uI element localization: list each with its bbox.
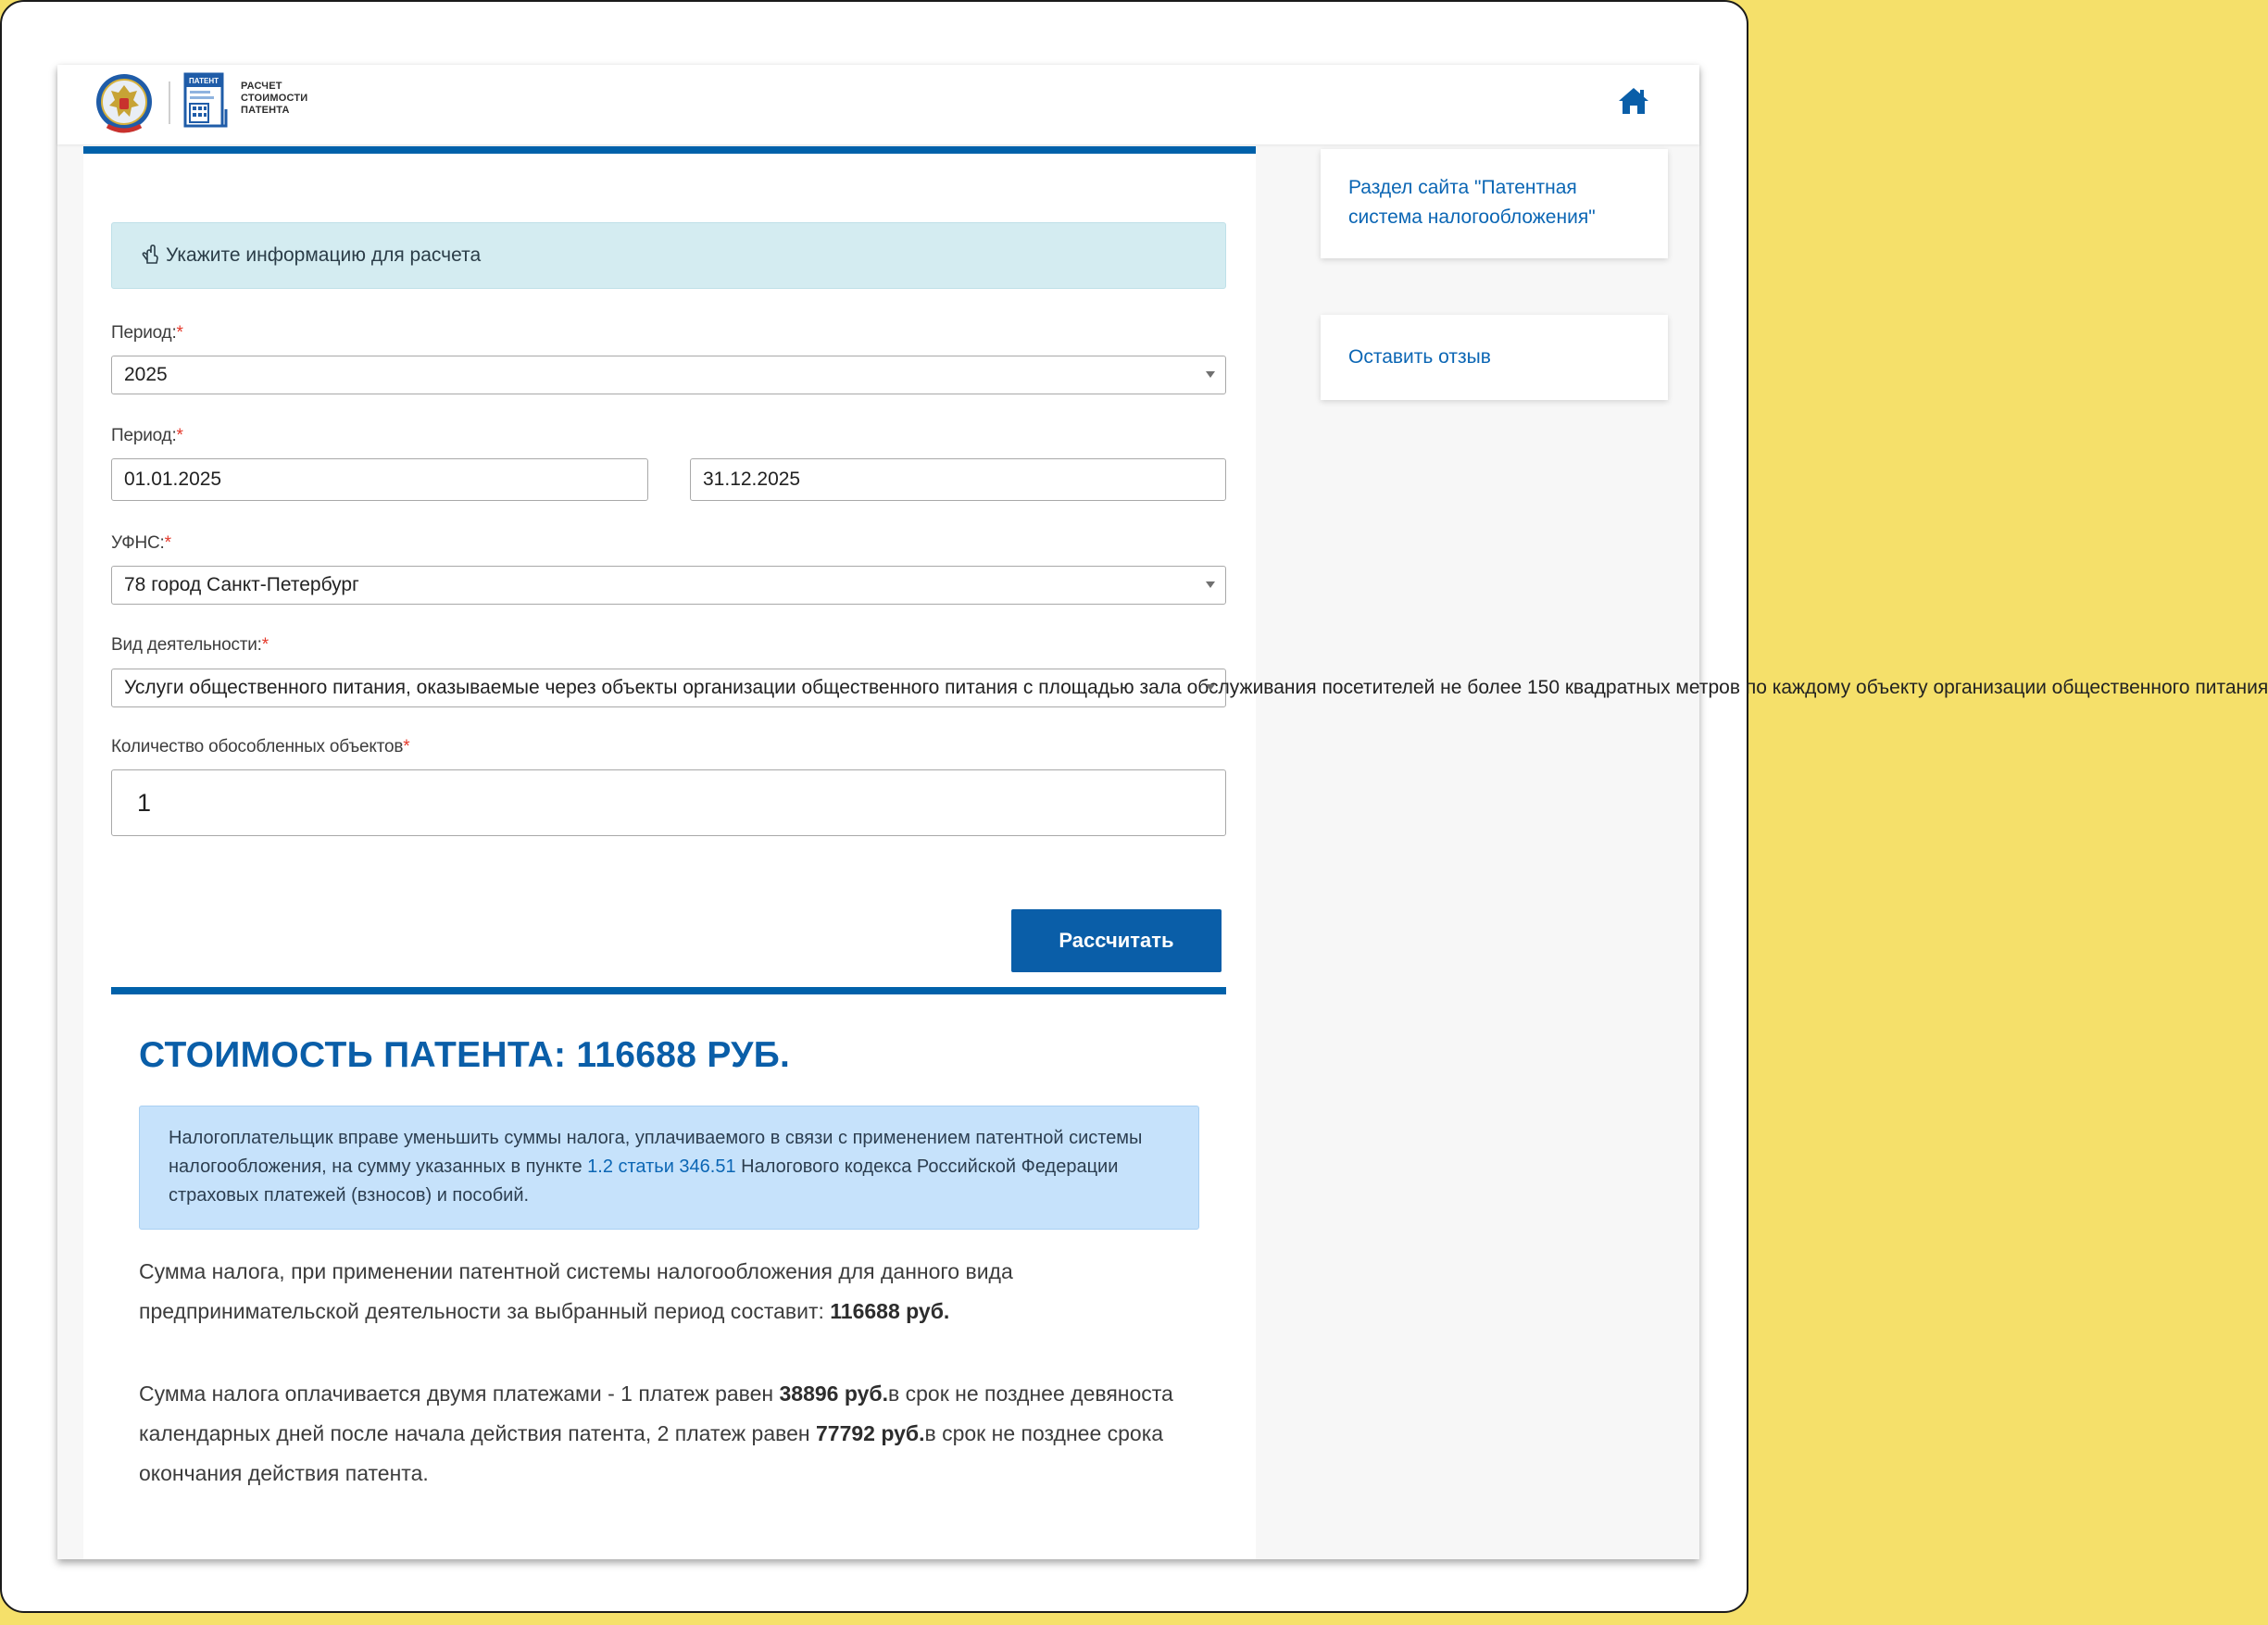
chevron-down-icon (1206, 684, 1215, 691)
notice-text-before: Налогоплательщик вправе уменьшить суммы налога, уплачиваемого в связи с применением патентной системы налогообложения, на сумму указанных в пункте (169, 1128, 1143, 1177)
period-year-label: Период:* (111, 323, 183, 343)
fns-emblem-icon (94, 70, 154, 137)
notice-text-after: Налогового кодекса Российской Федерации страховых платежей (взносов) и пособий. (169, 1156, 1119, 1206)
tax-summary-amount: 116688 руб. (830, 1299, 950, 1323)
required-mark: * (403, 737, 410, 756)
objects-count-input[interactable]: 1 (111, 769, 1226, 836)
payment-1-amount: 38896 руб. (779, 1381, 888, 1406)
required-mark: * (176, 426, 183, 445)
result-title: СТОИМОСТЬ ПАТЕНТА: 116688 РУБ. (139, 1035, 791, 1075)
period-end-input[interactable]: 31.12.2025 (690, 458, 1226, 501)
objects-count-label: Количество обособленных объектов* (111, 737, 410, 756)
app-window (57, 65, 2268, 1559)
info-banner-text: Укажите информацию для расчета (166, 244, 482, 266)
article-link[interactable]: 1.2 статьи 346.51 (587, 1156, 736, 1177)
required-mark: * (176, 323, 183, 343)
period-start-input[interactable]: 01.01.2025 (111, 458, 648, 501)
ufns-value: 78 город Санкт-Петербург (124, 574, 359, 595)
logo-divider (169, 81, 170, 124)
home-icon[interactable] (1617, 85, 1650, 117)
hand-pointer-icon (142, 244, 158, 265)
sidebar-card-section (1321, 149, 1668, 258)
chevron-down-icon (1206, 371, 1215, 378)
logo-text-line: ПАТЕНТА (241, 105, 290, 116)
payments-text-2: в срок не позднее девяноста календарных дней после начала действия патента, 2 платеж равен (139, 1381, 1173, 1445)
logo-text-line: РАСЧЕТ (241, 81, 282, 92)
result-accent-line (111, 987, 1226, 994)
payments-paragraph (139, 1374, 1195, 1494)
required-mark: * (261, 635, 269, 655)
tax-summary-text: Сумма налога, при применении патентной системы налогообложения для данного вида предпринимательской деятельности за выбранный период составит: (139, 1259, 1013, 1323)
tax-summary-paragraph (139, 1252, 1195, 1331)
patent-system-section-link[interactable]: Раздел сайта "Патентная система налогообложения" (1348, 177, 1596, 228)
activity-value: Услуги общественного питания, оказываемые через объекты организации общественного питания с площадью зала обслуживания посетителей не более 150 квадратных метров по каждому объекту организации общественного питания (124, 677, 2268, 698)
chevron-down-icon (1206, 581, 1215, 588)
activity-label: Вид деятельности:* (111, 635, 269, 655)
sidebar-card-feedback (1321, 315, 1668, 400)
logo-text (241, 81, 324, 117)
patent-icon-label: ПАТЕНТ (188, 77, 219, 85)
ufns-select[interactable] (111, 566, 1226, 605)
required-mark: * (164, 533, 171, 553)
period-year-value: 2025 (124, 364, 168, 385)
patent-document-icon (183, 72, 228, 131)
panel-accent-line (83, 146, 1256, 154)
payments-text-1: Сумма налога оплачивается двумя платежами - 1 платеж равен (139, 1381, 780, 1406)
payments-text-3: в срок не позднее срока окончания действия патента. (139, 1421, 1164, 1485)
period-year-select[interactable] (111, 356, 1226, 394)
period-range-label: Период:* (111, 426, 183, 445)
logo-text-line: СТОИМОСТИ (241, 93, 308, 104)
payment-2-amount: 77792 руб. (815, 1421, 925, 1445)
ufns-label: УФНС:* (111, 533, 171, 553)
deduction-notice (139, 1106, 1199, 1230)
info-banner (111, 222, 1226, 289)
top-header (57, 65, 1699, 144)
calculate-button[interactable]: Рассчитать (1011, 909, 1222, 972)
activity-select[interactable] (111, 669, 2268, 707)
leave-feedback-link[interactable]: Оставить отзыв (1348, 346, 1491, 368)
